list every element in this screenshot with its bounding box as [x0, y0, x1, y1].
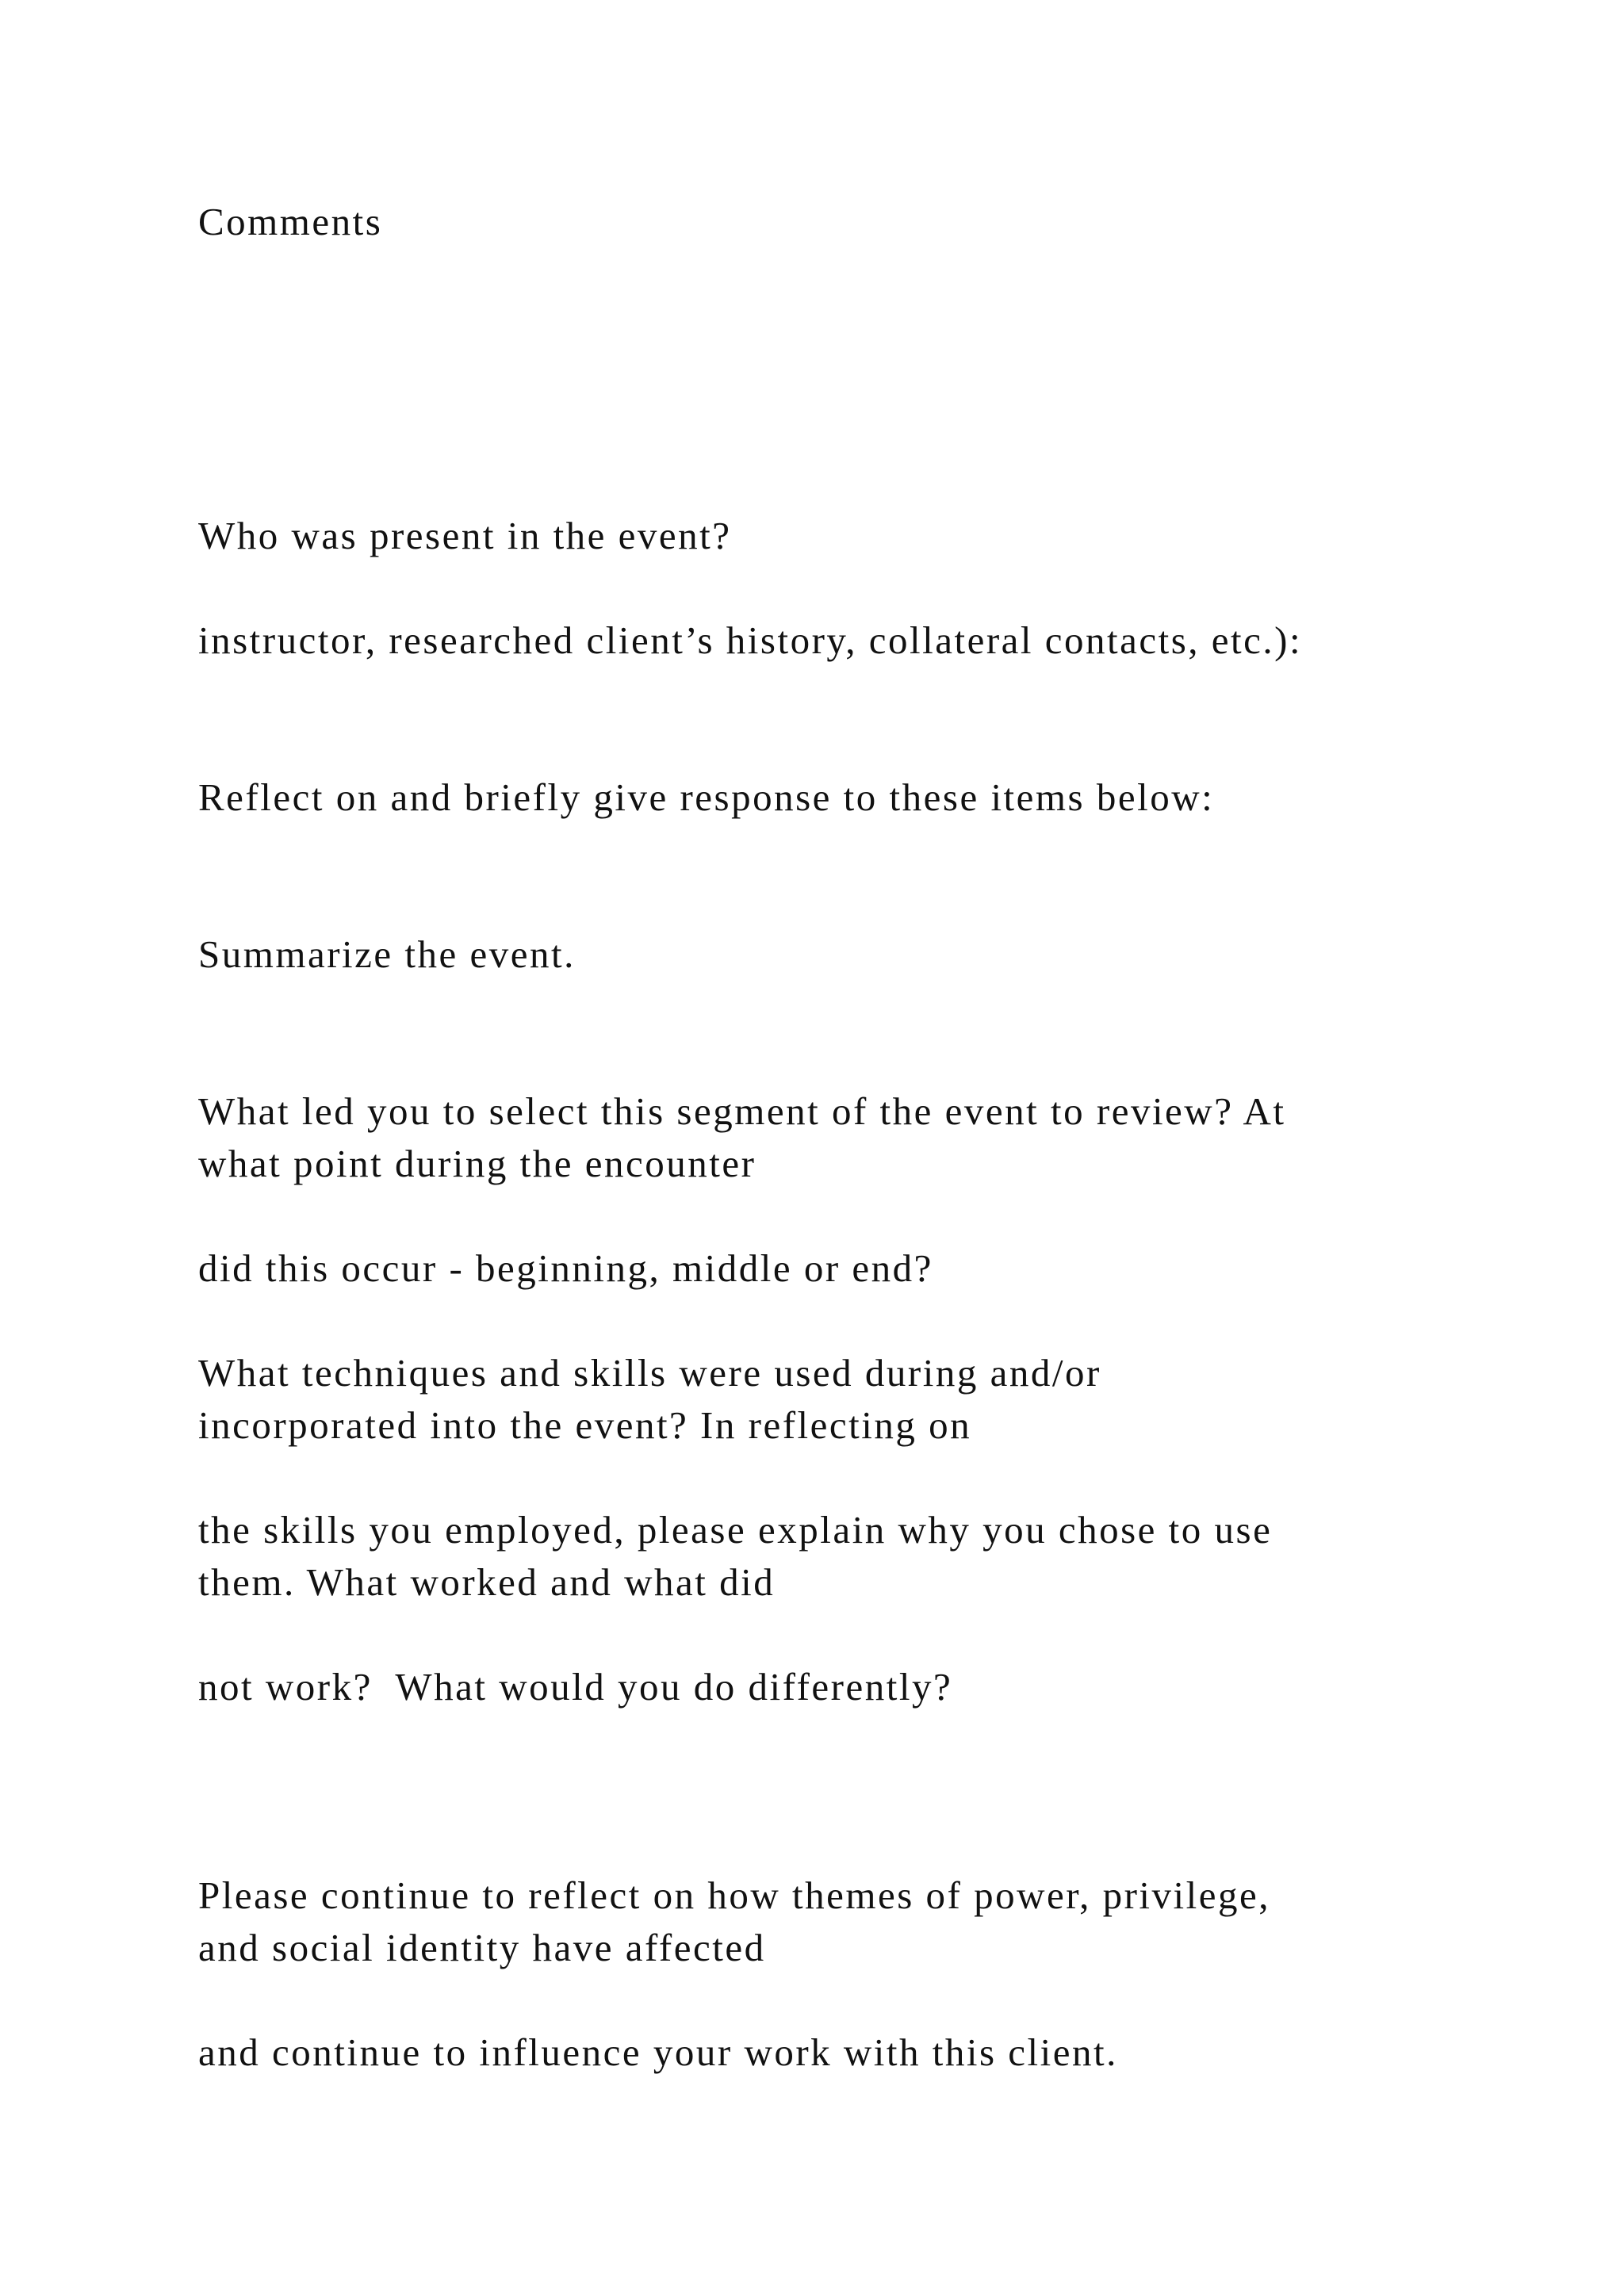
prompt-summarize: Summarize the event. — [198, 932, 576, 976]
text-line: what point during the encounter — [198, 1142, 756, 1185]
text-line: incorporated into the event? In reflecting on — [198, 1403, 972, 1447]
prompt-techniques: What techniques and skills were used during and/or — [198, 1351, 1101, 1395]
text-line: the skills you employed, please explain why you chose to use — [198, 1508, 1273, 1552]
text-line: and continue to influence your work with this client. — [198, 2030, 1118, 2074]
reflection-instructions: Reflect on and briefly give response to these items below: — [198, 775, 1215, 819]
prompt-segment-selection: What led you to select this segment of the event to review? At — [198, 1089, 1286, 1133]
text-line: instructor, researched client’s history, collateral contacts, etc.): — [198, 618, 1303, 662]
text-line: not work? What would you do differently? — [198, 1665, 953, 1709]
text-line: and social identity have affected — [198, 1926, 766, 1969]
text-line: them. What worked and what did — [198, 1560, 776, 1604]
prompt-power-privilege: Please continue to reflect on how themes of power, privilege, — [198, 1873, 1271, 1917]
document-heading: Comments — [198, 200, 383, 243]
text-line: did this occur - beginning, middle or end? — [198, 1246, 933, 1290]
question-attendees: Who was present in the event? — [198, 514, 732, 557]
